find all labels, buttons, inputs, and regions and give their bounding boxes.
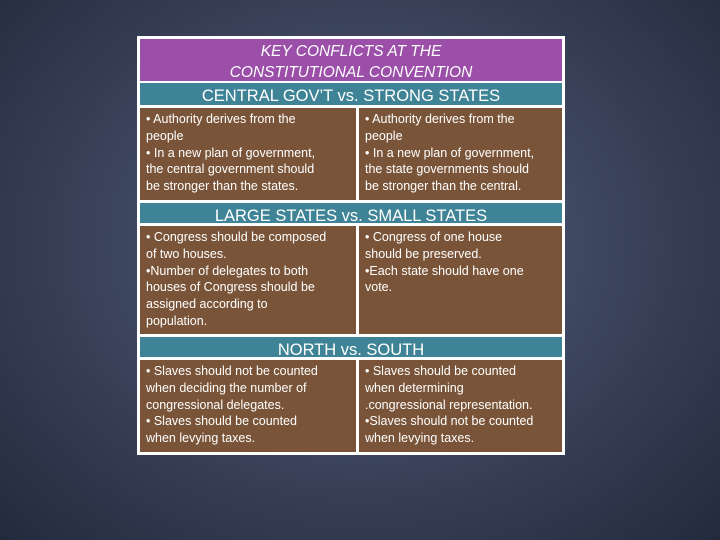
cell-line: people <box>365 128 403 143</box>
conflicts-table <box>137 36 565 455</box>
cell-line: • Authority derives from the <box>146 112 296 126</box>
title-line: CONSTITUTIONAL CONVENTION <box>229 64 473 81</box>
cell-line: • Slaves should be counted <box>365 364 517 378</box>
cell-line: when levying taxes. <box>365 431 475 446</box>
right-cell <box>359 226 562 334</box>
cell-line: the state governments should <box>365 162 529 177</box>
table-row <box>140 226 562 334</box>
cell-line: • In a new plan of government, <box>146 145 316 160</box>
cell-line: .congressional representation. <box>365 397 533 412</box>
section-header-large-vs-small: LARGE STATES vs. SMALL STATES <box>140 200 562 226</box>
cell-line: assigned according to <box>146 297 268 312</box>
cell-line: be stronger than the central. <box>365 179 522 194</box>
section-header-north-vs-south: NORTH vs. SOUTH <box>140 334 562 360</box>
cell-line: • Congress should be composed <box>146 230 327 244</box>
title-line: KEY CONFLICTS AT THE <box>260 43 442 60</box>
cell-line: • Slaves should not be counted <box>146 364 318 378</box>
left-cell <box>140 360 356 452</box>
cell-line: • Slaves should be counted <box>146 414 298 429</box>
table-row <box>140 360 562 452</box>
cell-line: congressional delegates. <box>146 397 285 412</box>
table-title <box>140 39 562 81</box>
section-header-central-vs-states: CENTRAL GOV’T vs. STRONG STATES <box>140 81 562 108</box>
cell-line: when deciding the number of <box>146 380 307 395</box>
table-row <box>140 108 562 200</box>
cell-line: of two houses. <box>146 246 227 261</box>
right-cell <box>359 360 562 452</box>
cell-line: the central government should <box>146 162 315 177</box>
cell-line: • In a new plan of government, <box>365 145 535 160</box>
cell-line: population. <box>146 313 208 328</box>
left-cell <box>140 226 356 334</box>
cell-line: should be preserved. <box>365 246 482 261</box>
cell-line: when determining <box>365 380 464 395</box>
cell-line: • Congress of one house <box>365 230 503 244</box>
cell-line: when levying taxes. <box>146 431 256 446</box>
cell-line: people <box>146 128 184 143</box>
cell-line: • Authority derives from the <box>365 112 515 126</box>
cell-line: houses of Congress should be <box>146 280 315 295</box>
cell-line: •Each state should have one <box>365 263 524 278</box>
left-cell <box>140 108 356 200</box>
right-cell <box>359 108 562 200</box>
cell-line: vote. <box>365 280 393 295</box>
cell-line: •Slaves should not be counted <box>365 414 534 429</box>
cell-line: be stronger than the states. <box>146 179 299 194</box>
cell-line: •Number of delegates to both <box>146 263 309 278</box>
